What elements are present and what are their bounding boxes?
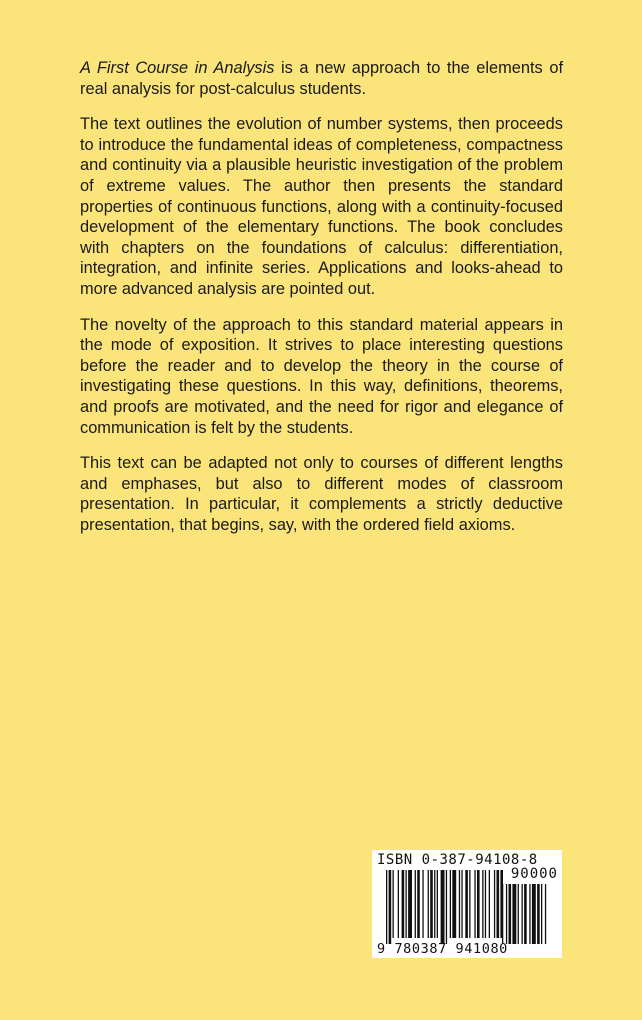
barcode-bar [406, 870, 407, 938]
back-cover-blurb [80, 58, 563, 550]
barcode-bar [441, 870, 445, 944]
barcode-bar [430, 870, 433, 938]
barcode-bar [524, 884, 527, 944]
blurb-paragraph-1 [80, 58, 563, 99]
barcode-bar [502, 884, 503, 944]
barcode-bar [465, 870, 468, 938]
barcode-bar [415, 870, 416, 938]
barcode-bar [474, 870, 475, 938]
barcode-bar [506, 884, 507, 944]
barcode-bar [446, 870, 447, 944]
barcode-bar [393, 870, 394, 938]
isbn-barcode [372, 850, 562, 958]
barcode-bar [522, 884, 523, 944]
barcode-bar [422, 870, 423, 938]
barcode-bar [389, 870, 392, 944]
blurb-paragraph-4: This text can be adapted not only to courses of different lengths and emphases, but also to different modes of classroom presentation. In particular, it complements a strictly deductive presentation, that begins, say, with the ordered field axioms. [80, 454, 563, 534]
barcode-bar [386, 870, 387, 944]
barcode-addon-digits: 90000 [510, 866, 558, 882]
blurb-paragraph-1-text: is a new approach to the elements of real analysis for post-calculus students. [80, 59, 563, 98]
barcode-bar [450, 870, 451, 938]
barcode-bar [482, 870, 483, 938]
isbn-label: ISBN 0-387-94108-8 [377, 852, 538, 868]
barcode-bar [469, 870, 470, 938]
barcode-bar [541, 884, 542, 944]
barcode-bar [461, 870, 462, 938]
barcode-bar [417, 870, 420, 938]
barcode-bar [518, 884, 519, 944]
barcode-bar [437, 870, 438, 938]
blurb-paragraph-2: The text outlines the evolution of number systems, then proceeds to introduce the fundamental ideas of completeness, compactness and continuity via a plausible heuristic investigation of the problem of extreme values. The author then presents the standard properties of continuous functions, along with a continuity-focused development of the elementary functions. The book concludes with chapters on the foundations of calculus: differentiation, integration, and infinite series. Applications and looks-ahead to more advanced analysis are pointed out. [80, 115, 563, 298]
barcode-bar [398, 870, 399, 938]
barcode-bar [485, 870, 486, 938]
barcode-bar [512, 884, 516, 944]
barcode-bar [545, 884, 546, 944]
ean-digits: 9 780387 941080 [377, 941, 508, 957]
barcode-bar [452, 870, 456, 938]
barcode-bar [434, 870, 435, 938]
barcode-bar [494, 870, 495, 938]
barcode-bar [529, 884, 530, 944]
barcode-bar [489, 870, 490, 938]
barcode-bar [402, 870, 405, 938]
barcode-bar [532, 884, 536, 944]
barcode-bar [509, 884, 512, 944]
book-title: A First Course in Analysis [80, 59, 275, 77]
barcode-bar [537, 884, 540, 944]
barcode-bar [408, 870, 412, 938]
barcode-bar [497, 870, 500, 938]
blurb-paragraph-3: The novelty of the approach to this standard material appears in the mode of exposition. It strives to place interesting questions before the reader and to develop the theory in the course of investigating these questions. In this way, definitions, theorems, and proofs are motivated, and the need for rigor and elegance of communication is felt by the students. [80, 315, 563, 437]
barcode-bar [477, 870, 480, 938]
barcode-bar [459, 870, 460, 938]
barcode-bar [428, 870, 429, 938]
